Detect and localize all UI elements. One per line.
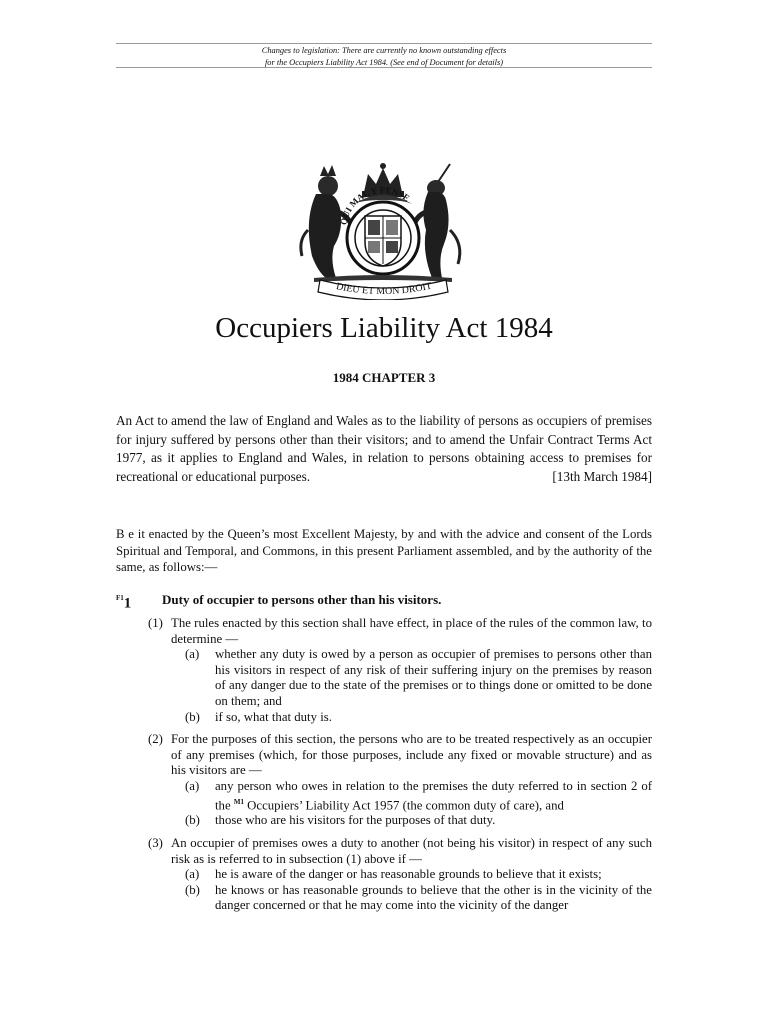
paragraph	[148, 867, 652, 883]
paragraph-label: (b)	[185, 882, 200, 897]
header-line-1: Changes to legislation: There are currently no known outstanding effects	[261, 46, 507, 55]
paragraph-text-after: Occupiers’ Liability Act 1957 (the common duty of care), and	[247, 797, 564, 812]
paragraph-text: he knows or has reasonable grounds to believe that the other is in the vicinity of the danger concerned or that he may come into the vicinity of the danger	[215, 882, 652, 913]
subsection	[148, 732, 652, 829]
long-title	[116, 412, 652, 486]
shield-icon	[365, 216, 401, 266]
unicorn-supporter-icon	[414, 164, 460, 278]
paragraph-text: he is aware of the danger or has reasonable grounds to believe that it exists;	[215, 867, 602, 882]
subsection-number: (1)	[148, 616, 163, 630]
section-heading-row	[116, 591, 442, 612]
section-heading: Duty of occupier to persons other than his visitors.	[162, 592, 442, 607]
paragraph	[148, 813, 652, 829]
header-line-2: for the Occupiers Liability Act 1984. (See end of Document for details)	[264, 57, 504, 67]
paragraph	[148, 883, 652, 914]
section-number: 1	[123, 595, 132, 612]
paragraph	[148, 779, 652, 813]
paragraph-label: (a)	[185, 647, 200, 662]
paragraph-text: whether any duty is owed by a person as occupier of premises to persons other than his visitors in respect of any risk of their suffering injury on the premises by reason of any danger due to the state of the premises or to things done or omitted to be done on them; and	[215, 647, 652, 708]
subsection	[148, 836, 652, 914]
subsection-number: (3)	[148, 835, 163, 850]
royal-motto: DIEU ET MON DROIT	[335, 280, 433, 298]
paragraph-text: if so, what that duty is.	[215, 709, 332, 724]
subsection-text: The rules enacted by this section shall have effect, in place of the rules of the common law, to determine —	[171, 616, 652, 646]
chapter-number: 1984 CHAPTER 3	[332, 370, 436, 385]
paragraph-text-before: any person who owes in relation to the premises the duty referred to in section 2 of the	[215, 778, 652, 812]
enacting-formula: B e it enacted by the Queen’s most Excellent Majesty, by and with the advice and consent of the Lords Spiritual and Temporal, and Commons, in this present Parliament assembled, and by the authority of the same, as follows:—	[116, 527, 652, 574]
assent-date: [13th March 1984]	[552, 468, 652, 484]
subsection-number: (2)	[148, 732, 163, 747]
long-title-text: An Act to amend the law of England and Wales as to the liability of persons as occupiers of premises for injury suffered by persons other than their visitors; and to amend the Unfair Contract Terms Act 1977, as it applies to England and Wales, in relation to persons obtaining access to premises for recreational or educational purposes.	[116, 413, 652, 484]
marginal-citation-marker[interactable]: M1	[233, 797, 244, 806]
legislation-status-header	[116, 43, 652, 68]
section-body	[148, 616, 652, 921]
subsection-text: An occupier of premises owes a duty to another (not being his visitor) in respect of any such risk as is referred to in subsection (1) above if —	[171, 835, 652, 866]
subsection-text: For the purposes of this section, the persons who are to be treated respectively as an occupier of any premises (which, for those purposes, include any fixed or movable structure) and as his visitors are —	[171, 732, 652, 778]
paragraph-label: (b)	[185, 709, 200, 724]
garter-motto: QUI MAL Y PENSE	[338, 184, 412, 226]
footnote-marker[interactable]: F1	[116, 594, 124, 602]
royal-coat-of-arms	[294, 160, 472, 300]
act-title: Occupiers Liability Act 1984	[215, 312, 553, 344]
subsection	[148, 616, 652, 725]
paragraph	[148, 647, 652, 709]
paragraph-label: (a)	[185, 778, 200, 793]
paragraph-label: (b)	[185, 813, 200, 828]
paragraph-label: (a)	[185, 867, 200, 882]
paragraph-text: those who are his visitors for the purposes of that duty.	[215, 813, 496, 828]
paragraph	[148, 710, 652, 726]
